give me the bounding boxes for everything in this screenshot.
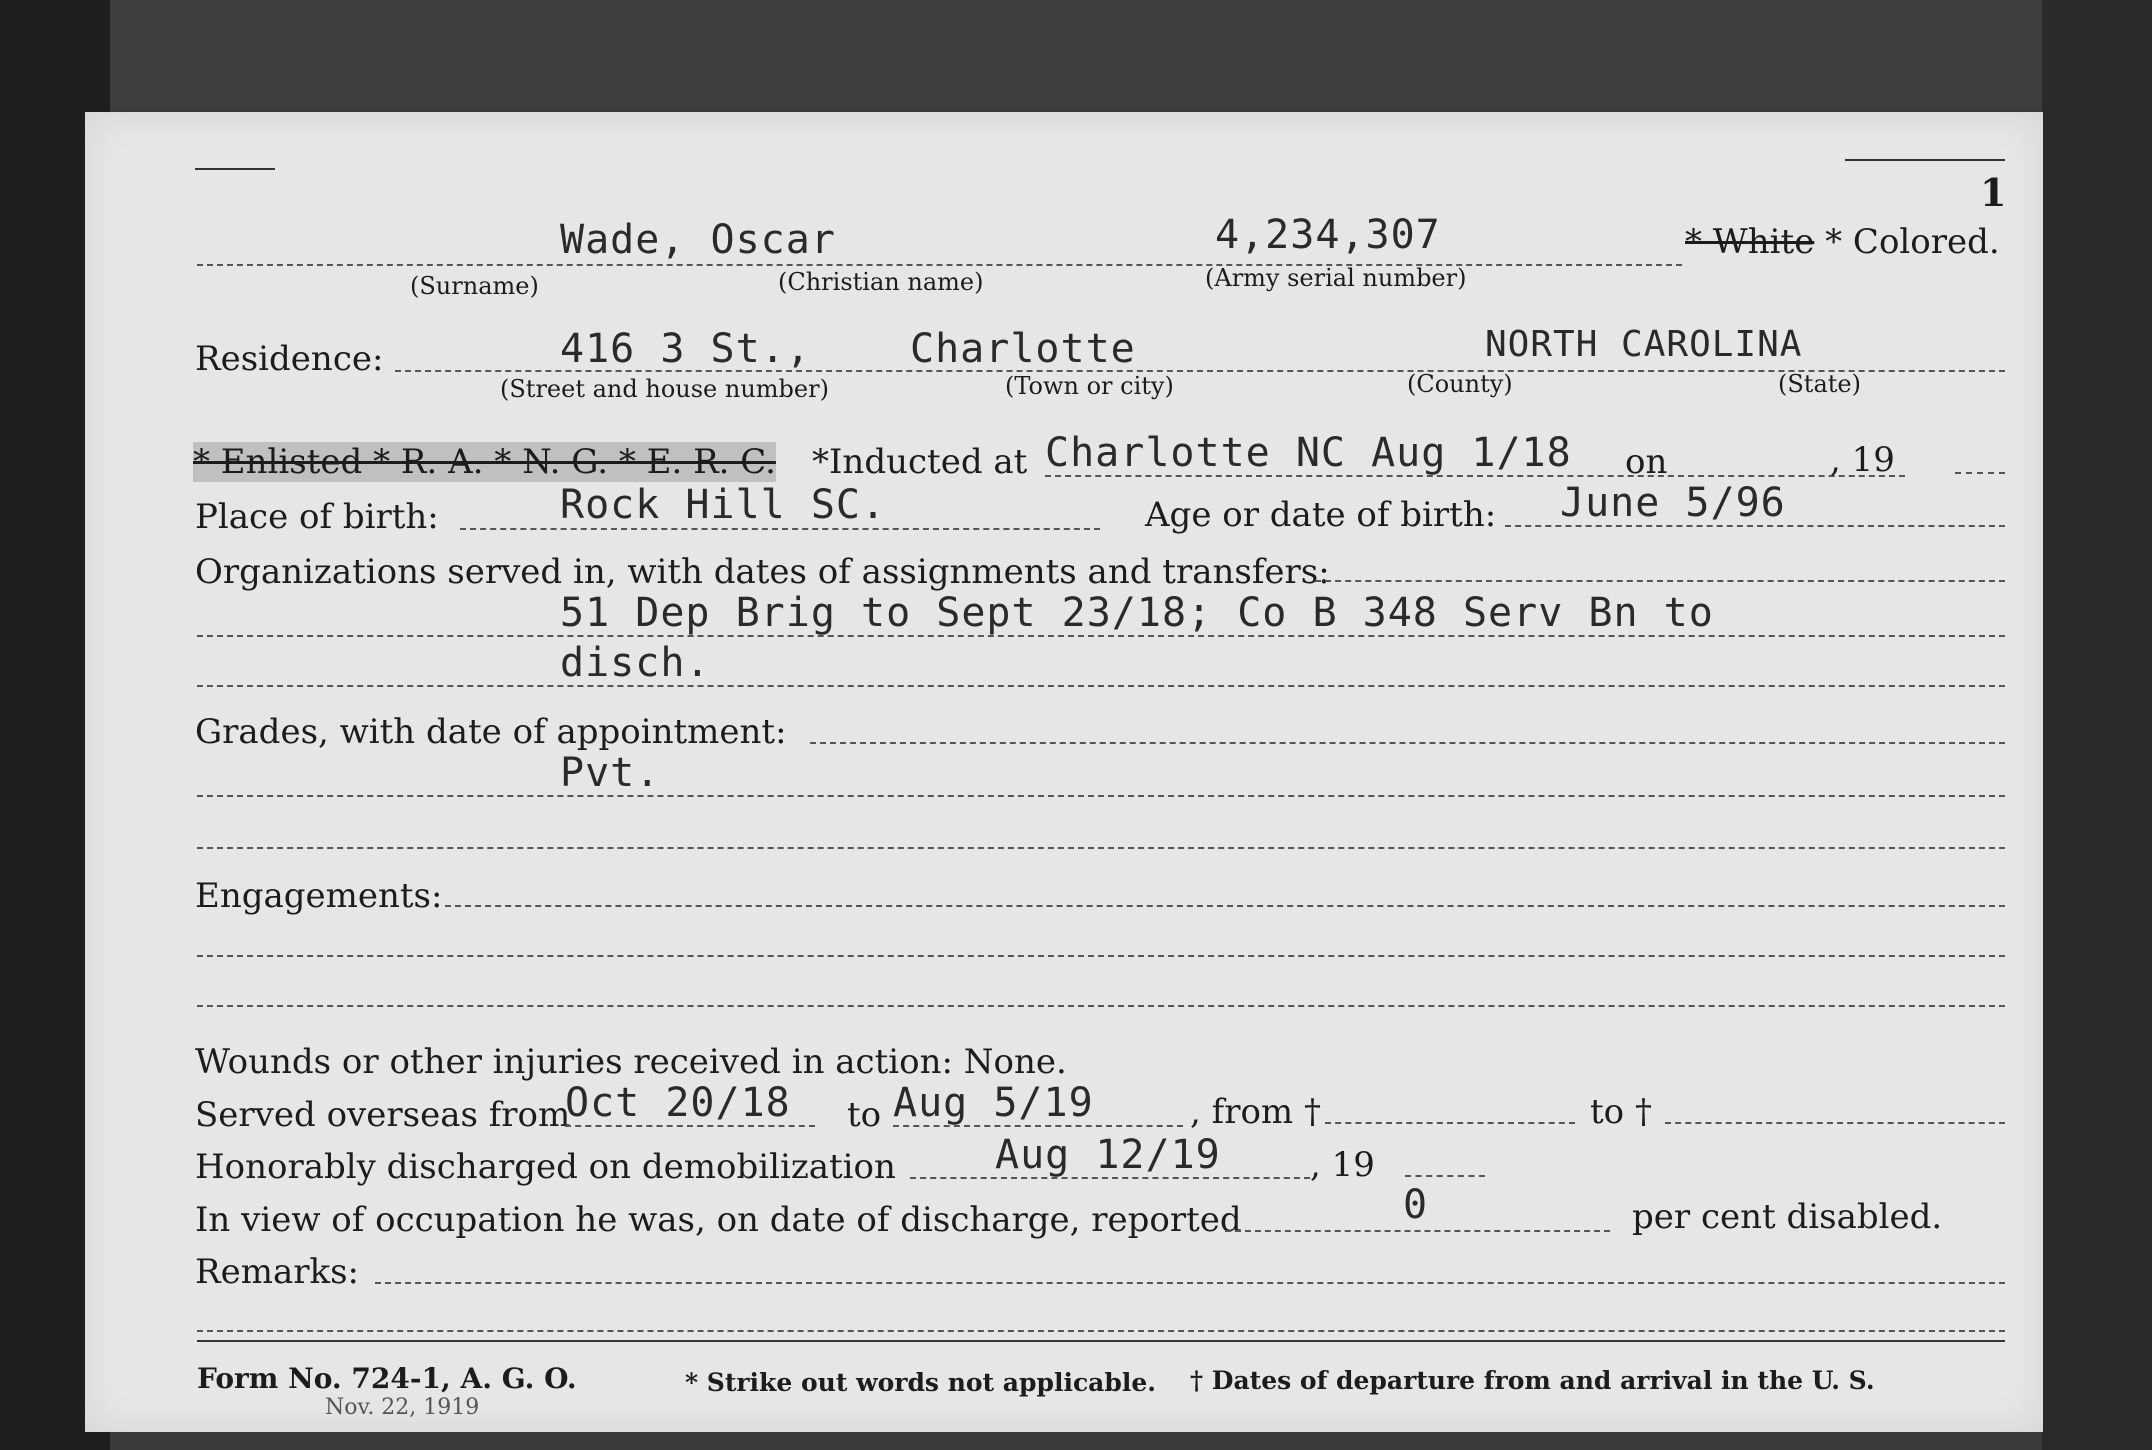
orgs-value-2: disch.	[560, 640, 711, 686]
wounds-label: Wounds or other injuries received in action: None.	[195, 1042, 1067, 1082]
town-value: Charlotte	[910, 326, 1136, 372]
overseas-to-label: to	[847, 1095, 882, 1135]
street-value: 416 3 St.,	[560, 326, 811, 372]
race-colored: * Colored.	[1825, 222, 2000, 262]
engagements-label: Engagements:	[195, 876, 443, 916]
service-record-card	[85, 112, 2043, 1432]
to-dagger-line	[1665, 1122, 2005, 1124]
strike-note: * Strike out words not applicable.	[685, 1368, 1156, 1397]
from-dagger-label: , from †	[1190, 1092, 1321, 1132]
age-label: Age or date of birth:	[1145, 495, 1497, 535]
enlisted-options: * Enlisted * R. A. * N. G. * E. R. C.	[193, 442, 776, 482]
grades-line-0	[810, 742, 2005, 744]
footer-rule	[197, 1340, 2005, 1342]
grade-value: Pvt.	[560, 750, 661, 796]
form-number: Form No. 724-1, A. G. O.	[197, 1362, 577, 1395]
birthdate-value: June 5/96	[1560, 480, 1786, 526]
engagements-line-2	[197, 1005, 2005, 1007]
remarks-label: Remarks:	[195, 1252, 359, 1292]
background-right	[2042, 0, 2152, 1450]
top-right-rule	[1845, 159, 2005, 161]
dates-note: † Dates of departure from and arrival in the U. S.	[1190, 1366, 1875, 1395]
top-left-rule	[195, 168, 275, 170]
inducted-label: *Inducted at	[812, 442, 1028, 482]
enlisted-label	[193, 442, 776, 482]
state-caption: (State)	[1778, 370, 1861, 398]
residence-label: Residence:	[195, 339, 384, 379]
overseas-label: Served overseas from	[195, 1095, 571, 1135]
orgs-line-0	[1315, 580, 2005, 582]
disabled-label: per cent disabled.	[1632, 1197, 1943, 1237]
county-caption: (County)	[1407, 370, 1513, 398]
discharge-year-line	[1405, 1175, 1485, 1177]
disabled-line	[1225, 1230, 1610, 1232]
grades-line-1	[197, 795, 2005, 797]
surname-caption: (Surname)	[410, 272, 539, 300]
from-dagger-line	[1325, 1122, 1575, 1124]
engagements-line-0	[445, 905, 2005, 907]
discharged-label: Honorably discharged on demobilization	[195, 1147, 896, 1187]
remarks-line-1	[197, 1330, 2005, 1332]
grades-line-2	[197, 847, 2005, 849]
state-value: NORTH CAROLINA	[1485, 324, 1803, 365]
name-value: Wade, Oscar	[560, 217, 836, 263]
engagements-line-1	[197, 955, 2005, 957]
year-line	[1955, 472, 2005, 474]
year-label: , 19	[1830, 440, 1895, 480]
overseas-from-value: Oct 20/18	[565, 1080, 791, 1126]
card-number: 1	[1980, 170, 2007, 215]
inducted-value: Charlotte NC Aug 1/18	[1045, 430, 1572, 476]
overseas-to-value: Aug 5/19	[893, 1080, 1094, 1126]
birthplace-line	[460, 528, 1100, 530]
street-caption: (Street and house number)	[500, 375, 829, 403]
christian-caption: (Christian name)	[778, 268, 984, 296]
serial-caption: (Army serial number)	[1205, 264, 1467, 292]
race-label	[1685, 222, 2000, 262]
to-dagger-label: to †	[1590, 1092, 1652, 1132]
birthplace-value: Rock Hill SC.	[560, 482, 887, 528]
orgs-label: Organizations served in, with dates of assignments and transfers:	[195, 552, 1330, 592]
orgs-value-1: 51 Dep Brig to Sept 23/18; Co B 348 Serv Bn to	[560, 590, 1714, 636]
remarks-line-0	[375, 1282, 2005, 1284]
discharge-value: Aug 12/19	[995, 1132, 1221, 1178]
serial-value: 4,234,307	[1215, 212, 1441, 258]
grades-label: Grades, with date of appointment:	[195, 712, 787, 752]
occupation-label: In view of occupation he was, on date of discharge, reported	[195, 1200, 1242, 1240]
on-label: on	[1625, 442, 1668, 482]
background-top	[0, 0, 2152, 110]
town-caption: (Town or city)	[1005, 372, 1174, 400]
race-white: * White	[1685, 222, 1815, 262]
disabled-value: 0	[1403, 1182, 1429, 1228]
form-date: Nov. 22, 1919	[325, 1395, 480, 1420]
birthplace-label: Place of birth:	[195, 497, 439, 537]
discharge-year-label: , 19	[1310, 1145, 1375, 1185]
orgs-line-2	[197, 685, 2005, 687]
